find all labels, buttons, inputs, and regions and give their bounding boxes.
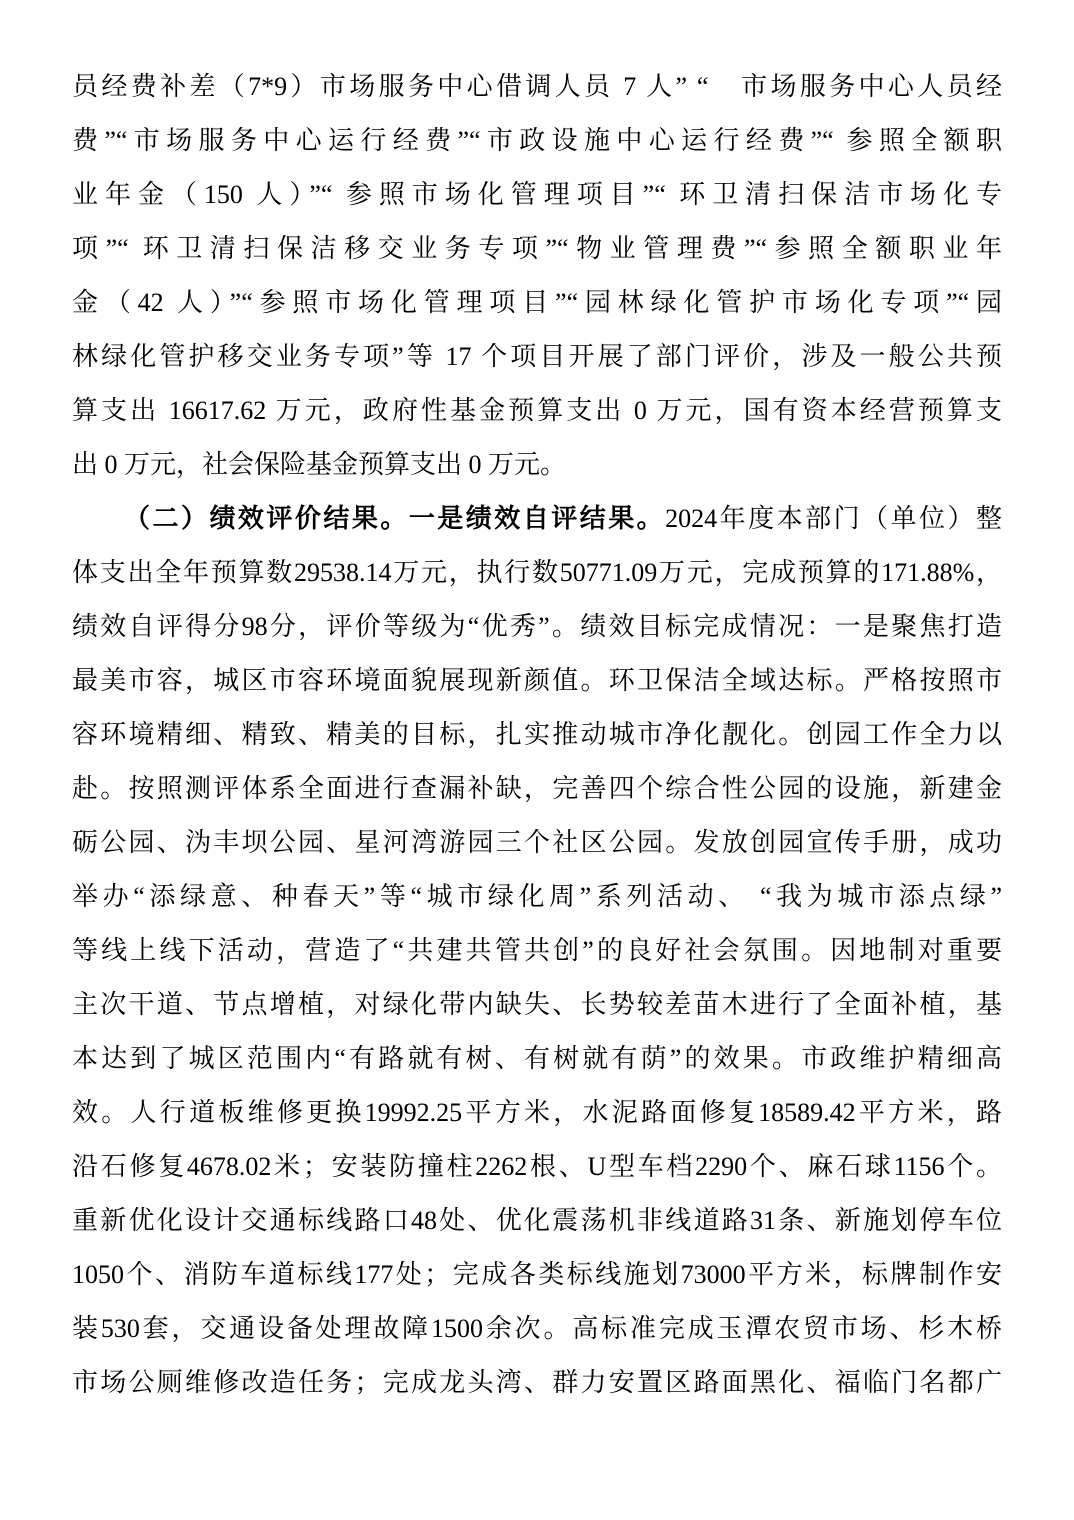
text-run: 砺公园、沩丰坝公园、星河湾游园三个社区公园。发放创园宣传手册，成功	[72, 828, 1002, 857]
text-run: 市场公厕维修改造任务；完成龙头湾、群力安置区路面黑化、福临门名都广	[72, 1368, 1002, 1397]
text-run: 费”“市场服务中心运行经费”“市政设施中心运行经费”“ 参照全额职	[72, 126, 1002, 155]
text-line	[72, 114, 1002, 168]
text-line	[72, 438, 1002, 492]
text-run: 重新优化设计交通标线路口48处、优化震荡机非线道路31条、新施划停车位	[72, 1206, 1002, 1235]
text-line	[72, 1302, 1002, 1356]
text-line	[72, 168, 1002, 222]
text-line	[72, 276, 1002, 330]
text-run: 沿石修复4678.02米；安装防撞柱2262根、U型车档2290个、麻石球1156个。	[72, 1152, 1002, 1181]
bold-text-run: （二）绩效评价结果。一是绩效自评结果。	[124, 504, 666, 533]
text-line	[72, 708, 1002, 762]
text-line	[72, 1032, 1002, 1086]
text-line	[72, 654, 1002, 708]
text-run: 算支出 16617.62 万元，政府性基金预算支出 0 万元，国有资本经营预算支	[72, 396, 1002, 425]
text-run: 金（42 人）”“参照市场化管理项目”“园林绿化管护市场化专项”“园	[72, 288, 1002, 317]
text-run: 本达到了城区范围内“有路就有树、有树就有荫”的效果。市政维护精细高	[72, 1044, 1002, 1073]
document-body	[72, 60, 1002, 1410]
text-run: 2024年度本部门（单位）整	[665, 504, 1002, 533]
text-line	[72, 1356, 1002, 1410]
text-line	[72, 870, 1002, 924]
text-line	[72, 978, 1002, 1032]
text-line	[72, 762, 1002, 816]
text-run: 举办“添绿意、种春天”等“城市绿化周”系列活动、 “我为城市添点绿”	[72, 882, 1002, 911]
text-run: 赴。按照测评体系全面进行查漏补缺，完善四个综合性公园的设施，新建金	[72, 774, 1002, 803]
text-run: 主次干道、节点增植，对绿化带内缺失、长势较差苗木进行了全面补植，基	[72, 990, 1002, 1019]
text-run: 出 0 万元，社会保险基金预算支出 0 万元。	[72, 450, 567, 479]
text-line	[72, 384, 1002, 438]
text-run: 员经费补差（7*9）市场服务中心借调人员 7 人” “ 市场服务中心人员经	[72, 72, 1002, 101]
text-run: 项”“ 环卫清扫保洁移交业务专项”“物业管理费”“参照全额职业年	[72, 234, 1002, 263]
text-run: 体支出全年预算数29538.14万元，执行数50771.09万元，完成预算的171.88%，	[72, 558, 1002, 587]
text-run: 装530套，交通设备处理故障1500余次。高标准完成玉潭农贸市场、杉木桥	[72, 1314, 1002, 1343]
text-line	[72, 924, 1002, 978]
text-line	[72, 60, 1002, 114]
text-run: 绩效自评得分98分，评价等级为“优秀”。绩效目标完成情况：一是聚焦打造	[72, 612, 1002, 641]
text-line	[72, 492, 1002, 546]
text-line	[72, 1140, 1002, 1194]
text-run: 林绿化管护移交业务专项”等 17 个项目开展了部门评价，涉及一般公共预	[72, 342, 1002, 371]
text-run: 容环境精细、精致、精美的目标，扎实推动城市净化靓化。创园工作全力以	[72, 720, 1002, 749]
text-run: 效。人行道板维修更换19992.25平方米，水泥路面修复18589.42平方米，路	[72, 1098, 1002, 1127]
text-line	[72, 222, 1002, 276]
text-run: 业年金（150 人）”“ 参照市场化管理项目”“ 环卫清扫保洁市场化专	[72, 180, 1002, 209]
text-line	[72, 1248, 1002, 1302]
text-line	[72, 1086, 1002, 1140]
text-run: 1050个、消防车道标线177处；完成各类标线施划73000平方米，标牌制作安	[72, 1260, 1002, 1289]
text-line	[72, 1194, 1002, 1248]
text-line	[72, 546, 1002, 600]
text-line	[72, 600, 1002, 654]
text-run: 等线上线下活动，营造了“共建共管共创”的良好社会氛围。因地制对重要	[72, 936, 1002, 965]
text-line	[72, 816, 1002, 870]
text-line	[72, 330, 1002, 384]
text-run: 最美市容，城区市容环境面貌展现新颜值。环卫保洁全域达标。严格按照市	[72, 666, 1002, 695]
